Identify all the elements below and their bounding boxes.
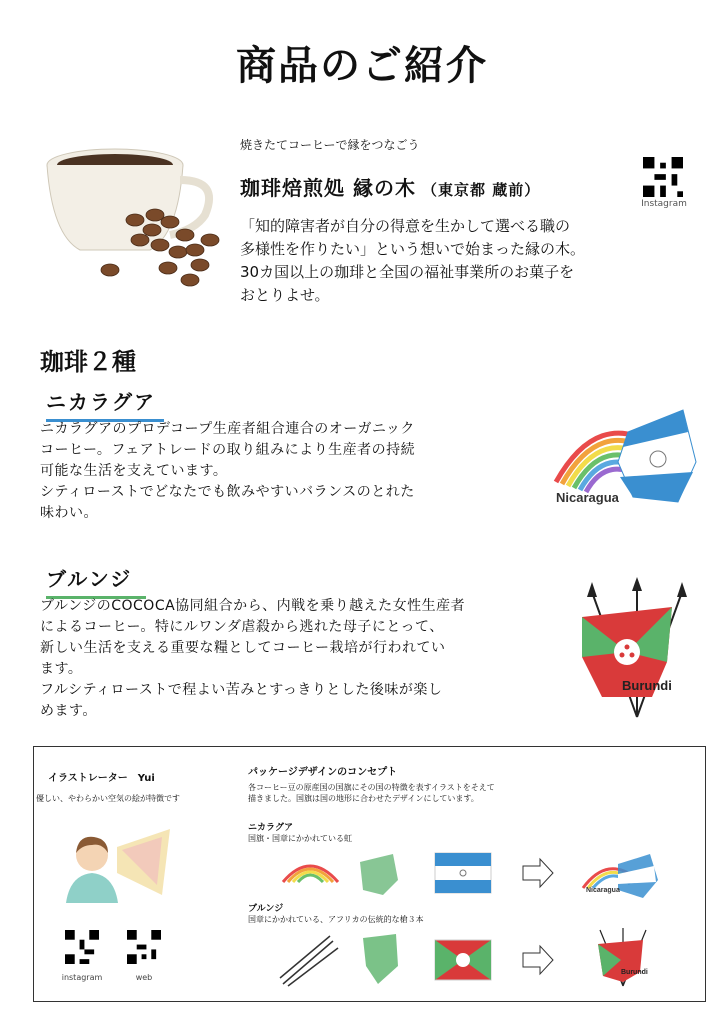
burundi-map-icon (363, 934, 398, 984)
desc-line: ます。 (40, 661, 83, 677)
page-title: 商品のご紹介 (236, 43, 488, 89)
concept-nicaragua-desc: 国旗・国章にかかれている虹 (248, 834, 352, 843)
concept-burundi-label: Burundi (621, 969, 648, 976)
intro-line: 多様性を作りたい」という想いで始まった縁の木。 (240, 240, 586, 258)
intro-text (240, 215, 695, 307)
concept-nicaragua-title: ニカラグア (248, 823, 294, 833)
qr-label-instagram: instagram (61, 973, 103, 982)
nicaragua-design-steps (278, 850, 662, 900)
rainbow-icon (283, 866, 338, 882)
arrow-right-icon (523, 946, 553, 974)
intro-line: 「知的障害者が自分の得意を生かして選べる職の (240, 217, 571, 235)
instagram-label: Instagram (641, 199, 687, 209)
desc-line: によるコーヒー。特にルワンダ虐殺から逃れた母子にとって、 (40, 619, 444, 635)
section-title: 珈琲２種 (40, 348, 136, 376)
burundi-description (40, 596, 555, 722)
nicaragua-image-label: Nicaragua (556, 490, 619, 505)
concept-description (248, 782, 495, 804)
nicaragua-illustration (548, 402, 703, 512)
desc-line: シティローストでどなたでも飲みやすいバランスのとれた (40, 484, 415, 500)
desc-line: 味わい。 (40, 505, 98, 521)
desc-line: コーヒー。フェアトレードの取り組みにより生産者の持続 (40, 442, 416, 458)
concept-title: パッケージデザインのコンセプト (248, 767, 398, 778)
desc-line: 可能な生活を支えています。 (40, 463, 228, 479)
burundi-design-steps (278, 926, 662, 988)
nicaragua-heading: ニカラグア (46, 386, 164, 422)
illustrator-avatar (62, 825, 177, 905)
desc-line: めます。 (40, 703, 97, 719)
tagline: 焼きたてコーヒーで縁をつなごう (240, 138, 420, 152)
shop-location: （東京都 蔵前） (421, 181, 541, 199)
desc-line: ニカラグアのプロデコープ生産者組合連合のオーガニック (40, 421, 415, 437)
desc-line: ブルンジのCOCOCA協同組合から、内戦を乗り越えた女性生産者 (40, 598, 466, 614)
illustrator-title: イラストレーター Yui (48, 773, 155, 784)
qr-label-web: web (135, 973, 153, 982)
illustrator-instagram-qr[interactable] (65, 930, 99, 964)
burundi-flag-icon (435, 940, 491, 980)
arrow-right-icon (523, 859, 553, 887)
nicaragua-map-icon (360, 854, 398, 895)
shop-name (240, 172, 540, 201)
burundi-heading: ブルンジ (46, 563, 146, 599)
desc-line: 新しい生活を支える重要な糧としてコーヒー栽培が行われてい (40, 640, 446, 656)
concept-burundi-title: ブルンジ (248, 904, 284, 914)
nicaragua-description (40, 419, 520, 524)
illustrator-web-qr[interactable] (127, 930, 161, 964)
intro-line: 30カ国以上の珈琲と全国の福祉事業所のお菓子を (240, 263, 575, 281)
concept-nicaragua-label: Nicaragua (586, 887, 620, 894)
spears-icon (280, 936, 338, 986)
burundi-image-label: Burundi (622, 678, 672, 693)
nicaragua-flag-icon (435, 853, 491, 893)
illustrator-description: 優しい、やわらかい空気の絵が特徴です (36, 794, 180, 803)
burundi-illustration (572, 577, 702, 722)
concept-desc-line: 各コーヒー豆の原産国の国旗にその国の特徴を表すイラストをそえて (248, 783, 495, 792)
instagram-qr-code[interactable] (643, 157, 683, 197)
shop-name-text: 珈琲焙煎処 縁の木 (240, 176, 416, 200)
concept-desc-line: 描きました。国旗は国の地形に合わせたデザインにしています。 (248, 794, 479, 803)
intro-line: おとりよせ。 (240, 286, 330, 304)
coffee-cup-illustration (40, 140, 230, 305)
desc-line: フルシティローストで程よい苦みとすっきりとした後味が楽し (40, 682, 443, 698)
concept-burundi-desc: 国章にかかれている、アフリカの伝統的な槍３本 (248, 915, 424, 924)
